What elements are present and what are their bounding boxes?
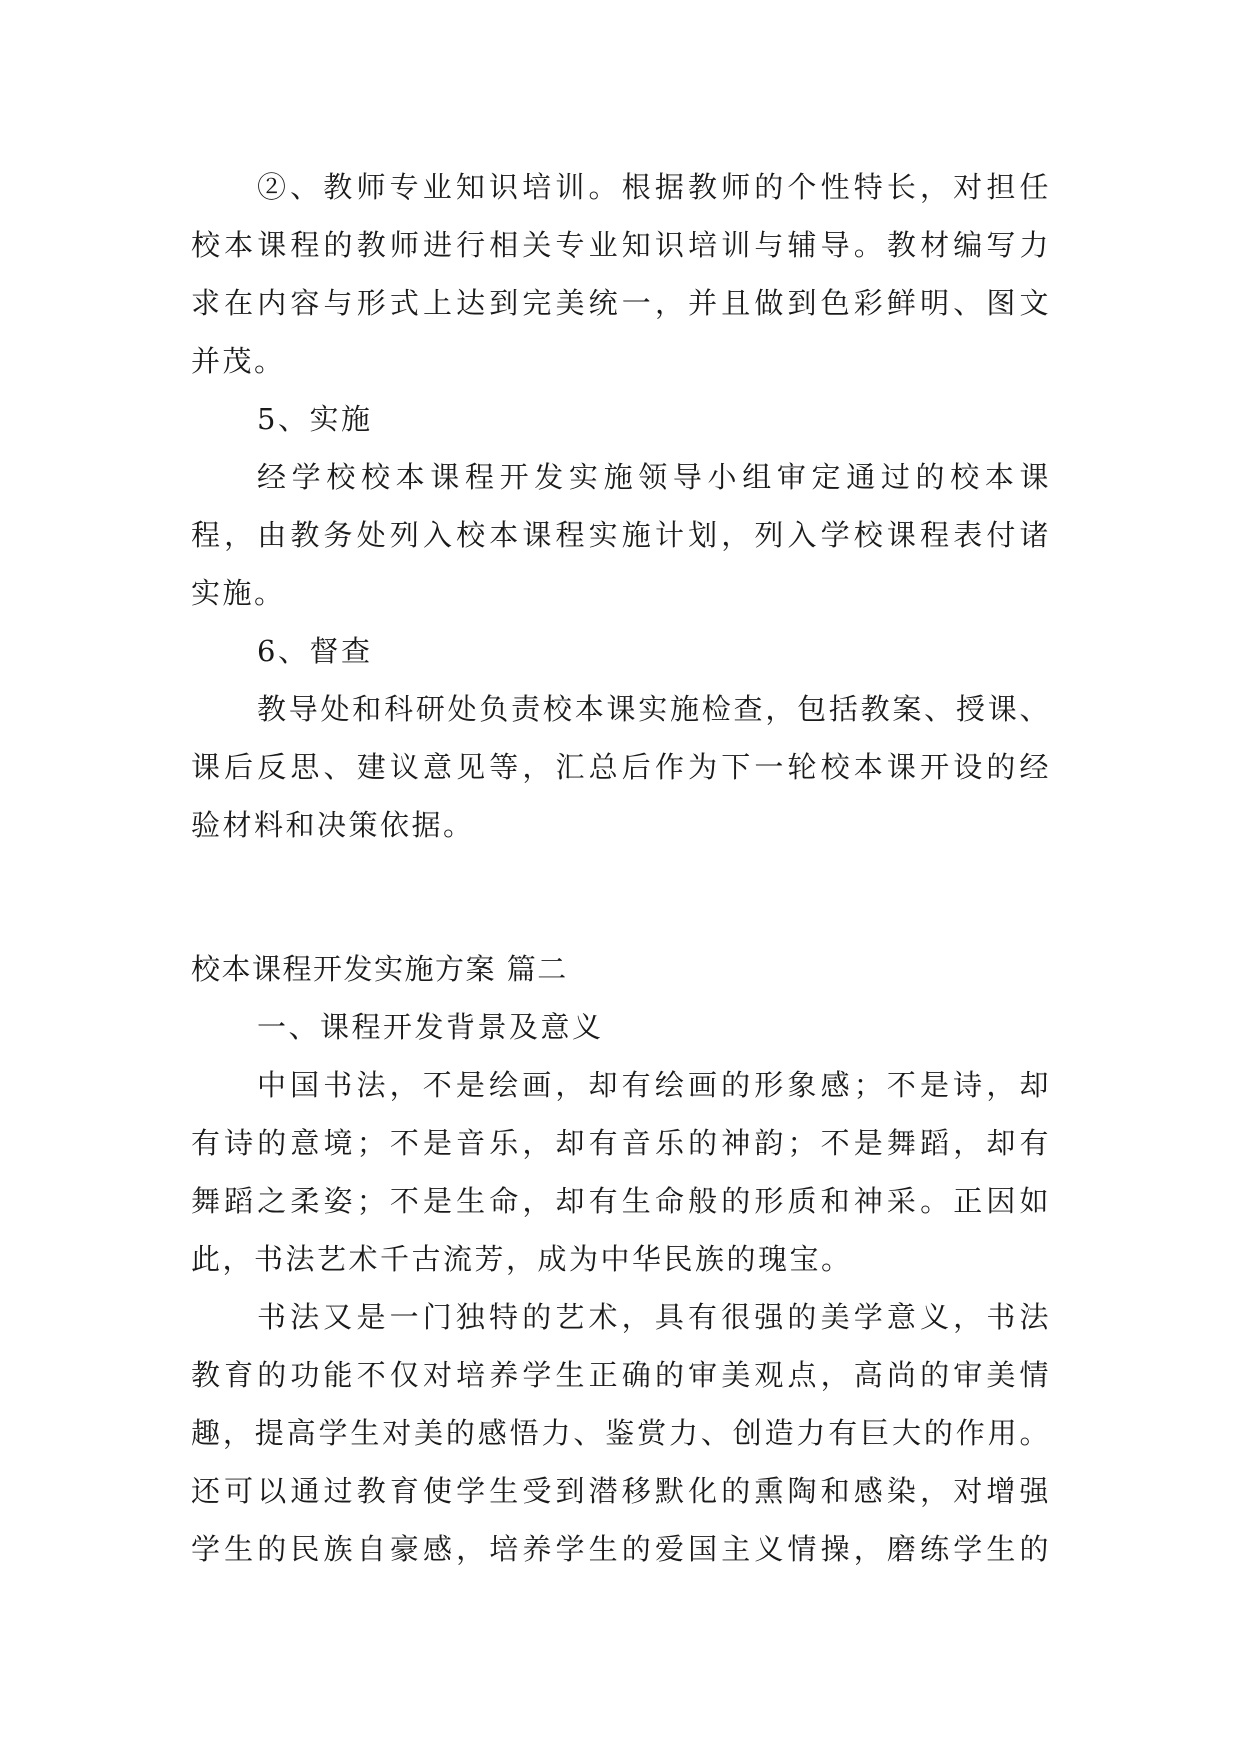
text-line: 经学校校本课程开发实施领导小组审定通过的校本课: [257, 460, 1051, 494]
text-line: 教育的功能不仅对培养学生正确的审美观点，高尚的审美情: [191, 1358, 1051, 1392]
text-line: 书法又是一门独特的艺术，具有很强的美学意义，书法: [257, 1300, 1051, 1334]
heading-background: 一、课程开发背景及意义: [257, 1010, 604, 1044]
text-line: 课后反思、建议意见等，汇总后作为下一轮校本课开设的经: [191, 750, 1051, 784]
text-line: 并茂。: [191, 344, 286, 378]
text-line: 求在内容与形式上达到完美统一，并且做到色彩鲜明、图文: [191, 286, 1051, 320]
text-line: 中国书法，不是绘画，却有绘画的形象感；不是诗，却: [257, 1068, 1051, 1102]
text-line: 此，书法艺术千古流芳，成为中华民族的瑰宝。: [191, 1242, 853, 1276]
text-line: 舞蹈之柔姿；不是生命，却有生命般的形质和神采。正因如: [191, 1184, 1051, 1218]
text-line: 实施。: [191, 576, 286, 610]
text-line: 教导处和科研处负责校本课实施检查，包括教案、授课、: [257, 692, 1051, 726]
paragraph-teacher-training: [191, 158, 1051, 390]
text-line: 还可以通过教育使学生受到潜移默化的熏陶和感染，对增强: [191, 1474, 1051, 1508]
text-line: 学生的民族自豪感，培养学生的爱国主义情操，磨练学生的: [191, 1532, 1051, 1566]
paragraph-supervision: [191, 680, 1051, 854]
section-title: 校本课程开发实施方案 篇二: [191, 952, 568, 986]
text-line: 验材料和决策依据。: [191, 808, 475, 842]
text-line: 程，由教务处列入校本课程实施计划，列入学校课程表付诸: [191, 518, 1051, 552]
text-line: 校本课程的教师进行相关专业知识培训与辅导。教材编写力: [191, 228, 1051, 262]
text-line: ②、教师专业知识培训。根据教师的个性特长，对担任: [257, 170, 1051, 204]
text-line: 有诗的意境；不是音乐，却有音乐的神韵；不是舞蹈，却有: [191, 1126, 1051, 1160]
text-line: 趣，提高学生对美的感悟力、鉴赏力、创造力有巨大的作用。: [191, 1416, 1051, 1450]
paragraph-calligraphy-education: [191, 1288, 1051, 1578]
heading-implementation: 5、实施: [257, 402, 373, 436]
document-page: [191, 158, 1051, 1578]
paragraph-implementation: [191, 448, 1051, 622]
heading-supervision: 6、督查: [257, 634, 373, 668]
paragraph-calligraphy-intro: [191, 1056, 1051, 1288]
section-spacer: [191, 854, 1051, 940]
